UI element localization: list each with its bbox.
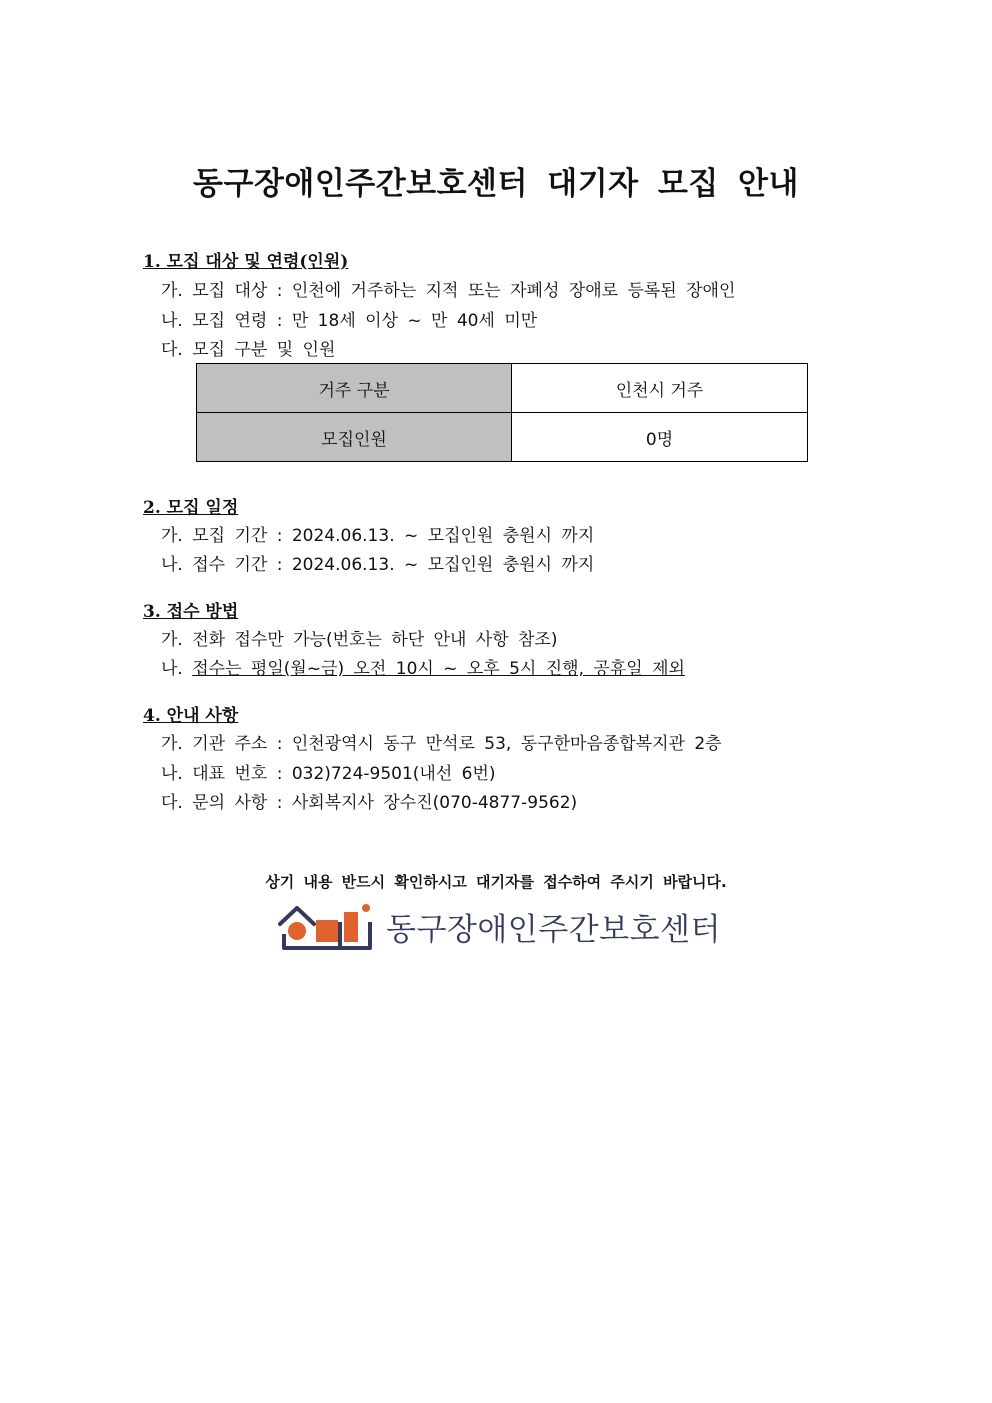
table-label-residence: 거주 구분 [197, 364, 512, 413]
table-row [197, 364, 808, 413]
recruit-period-line: 가. 모집 기간 : 2024.06.13. ~ 모집인원 충원시 까지 [161, 526, 595, 546]
table-label-count: 모집인원 [197, 413, 512, 462]
section-heading-schedule: 2. 모집 일정 [143, 498, 239, 518]
closing-note: 상기 내용 반드시 확인하시고 대기자를 접수하여 주시기 바랍니다. [265, 873, 727, 891]
hours-line-prefix: 나. [161, 659, 193, 679]
category-line: 다. 모집 구분 및 인원 [161, 340, 336, 360]
contact-line: 다. 문의 사항 : 사회복지사 장수진(070-4877-9562) [161, 793, 578, 813]
hours-line [161, 654, 685, 679]
hours-line-text: 접수는 평일(월~금) 오전 10시 ~ 오후 5시 진행, 공휴일 제외 [192, 659, 685, 679]
apply-period-line: 나. 접수 기간 : 2024.06.13. ~ 모집인원 충원시 까지 [161, 555, 595, 575]
section-heading-info: 4. 안내 사항 [143, 706, 239, 726]
center-logo [278, 900, 721, 952]
target-line: 가. 모집 대상 : 인천에 거주하는 지적 또는 자폐성 장애로 등록된 장애인 [161, 281, 736, 301]
house-blocks-logo-icon [278, 900, 374, 952]
table-value-residence: 인천시 거주 [512, 364, 808, 413]
logo-text: 동구장애인주간보호센터 [386, 911, 721, 948]
address-line: 가. 기관 주소 : 인천광역시 동구 만석로 53, 동구한마음종합복지관 2층 [161, 734, 722, 754]
table-value-count: 0명 [512, 413, 808, 462]
section-heading-method: 3. 접수 방법 [143, 602, 239, 622]
section-heading-target: 1. 모집 대상 및 연령(인원) [143, 252, 349, 272]
table-row [197, 413, 808, 462]
recruit-table [196, 363, 808, 462]
age-line: 나. 모집 연령 : 만 18세 이상 ~ 만 40세 미만 [161, 311, 538, 331]
phone-line: 나. 대표 번호 : 032)724-9501(내선 6번) [161, 764, 496, 784]
phone-only-line: 가. 전화 접수만 가능(번호는 하단 안내 사항 참조) [161, 630, 558, 650]
page-title: 동구장애인주간보호센터 대기자 모집 안내 [193, 166, 799, 202]
